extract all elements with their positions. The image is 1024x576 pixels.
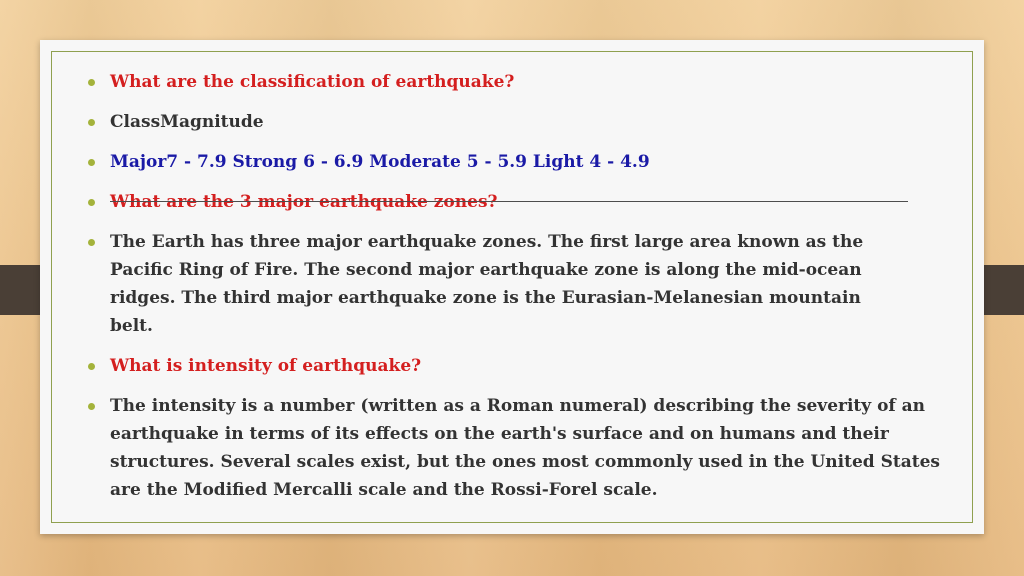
bullet-intensity-answer: The intensity is a number (written as a Roman numeral) describing the severity of an earthquake in terms of its effects on the earth's surface and on humans and their structures. Several scales exist, but the ones most commonly used in the United States are the Modified Mercalli scale and the Rossi-Forel scale. — [88, 392, 948, 504]
bullet-classification-question: What are the classification of earthquake? — [88, 68, 948, 96]
slide-card — [40, 40, 984, 534]
bullet-class-magnitude-header: ClassMagnitude — [88, 108, 948, 136]
horizontal-rule — [110, 201, 908, 202]
bullet-zones-question: What are the 3 major earthquake zones? — [88, 188, 948, 216]
bullet-zones-answer: The Earth has three major earthquake zones. The first large area known as the Pacific Ring of Fire. The second major earthquake zone is along the mid-ocean ridges. The third major earthquake zone is the Eurasian-Melanesian mountain belt. — [88, 228, 900, 340]
bullet-magnitude-classes: Major7 - 7.9 Strong 6 - 6.9 Moderate 5 - 5.9 Light 4 - 4.9 — [88, 148, 948, 176]
bullet-intensity-question: What is intensity of earthquake? — [88, 352, 948, 380]
slide-content — [88, 68, 948, 504]
